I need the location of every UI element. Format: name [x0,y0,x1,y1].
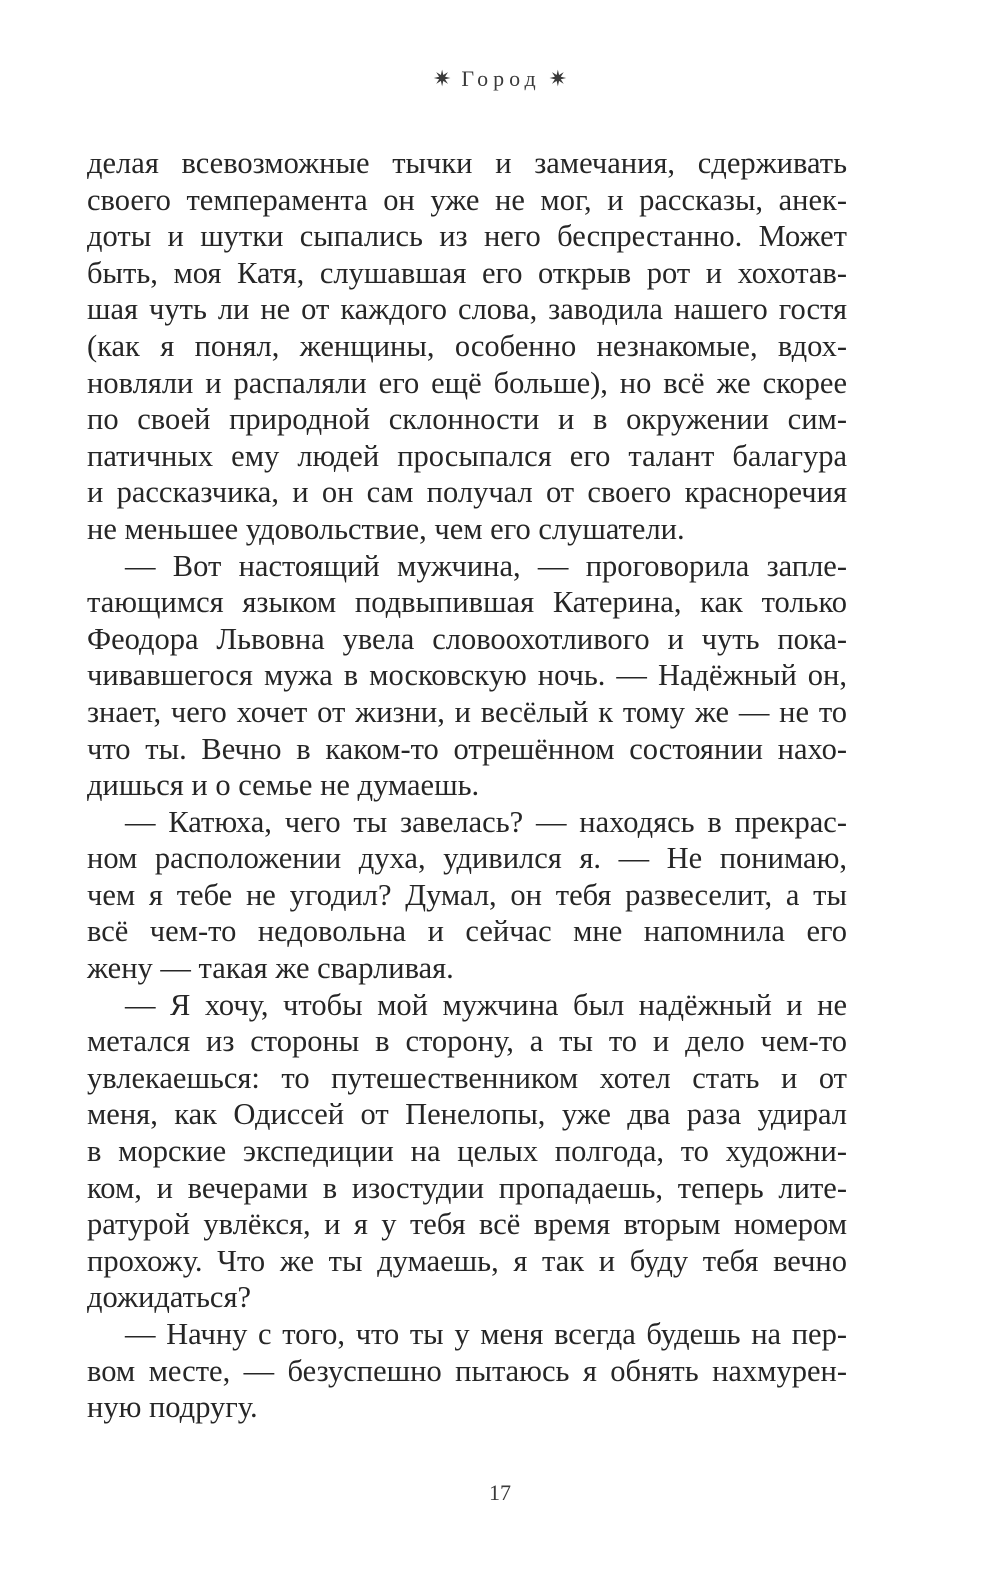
text-line: увлекаешься: то путешественником хотел стать и от [87,1060,847,1095]
text-line: по своей природной склонности и в окружении сим- [87,402,847,437]
text-line: дожидаться? [87,1280,252,1315]
text-line: (как я понял, женщины, особенно незнакомые, вдох- [87,328,847,363]
text-line: метался из стороны в сторону, а ты то и дело чем-то [87,1024,847,1059]
text-line: жену — такая же сварливая. [87,951,454,986]
page-number: 17 [489,1480,511,1505]
asterisk-ornament-icon: ✷ [432,66,452,91]
text-line: чивавшегося мужа в московскую ночь. — Надёжный он, [87,658,847,693]
text-line: — Вот настоящий мужчина, — проговорила запле- [125,548,847,583]
text-line: делая всевозможные тычки и замечания, сдерживать [87,146,847,180]
text-line: вом месте, — безуспешно пытаюсь я обнять нахмурен- [87,1353,847,1388]
text-line: своего темперамента он уже не мог, и рассказы, анек- [87,182,847,217]
body-text [87,145,847,1426]
text-line: и рассказчика, и он сам получал от своего красноречия [87,475,847,510]
asterisk-ornament-icon: ✷ [548,66,568,91]
text-line: меня, как Одиссей от Пенелопы, уже два раза удирал [87,1097,847,1132]
text-line: тающимся языком подвыпившая Катерина, как только [87,585,847,620]
text-line: патичных ему людей просыпался его талант балагура [87,438,847,473]
text-line: ную подругу. [87,1390,258,1425]
text-line: ком, и вечерами в изостудии пропадаешь, теперь лите- [87,1170,847,1205]
text-line: не меньшее удовольствие, чем его слушатели. [87,511,685,546]
text-line: чем я тебе не угодил? Думал, он тебя развеселит, а ты [87,877,847,912]
running-head [0,64,1000,94]
text-line: — Катюха, чего ты завелась? — находясь в прекрас- [125,804,847,839]
text-line: — Начну с того, что ты у меня всегда будешь на пер- [125,1317,847,1351]
text-line: доты и шутки сыпались из него беспрестанно. Может [87,219,847,254]
text-line: ратурой увлёкся, и я у тебя всё время вторым номером [87,1207,847,1242]
text-line: новляли и распаляли его ещё больше), но всё же скорее [87,365,847,400]
text-line: всё чем-то недовольна и сейчас мне напомнила его [87,914,847,949]
text-line: знает, чего хочет от жизни, и весёлый к тому же — не то [87,694,847,729]
text-line: в морские экспедиции на целых полгода, то художни- [87,1134,847,1169]
text-line: дишься и о семье не думаешь. [87,768,480,803]
text-line: ном расположении духа, удивился я. — Не понимаю, [87,841,847,876]
text-line: что ты. Вечно в каком-то отрешённом состоянии нахо- [87,731,847,766]
text-line: шая чуть ли не от каждого слова, заводила нашего гостя [87,292,847,327]
text-line: быть, моя Катя, слушавшая его открыв рот и хохотав- [87,255,847,290]
text-line: прохожу. Что же ты думаешь, я так и буду тебя вечно [87,1243,847,1278]
running-head-title: Город [461,66,541,91]
text-line: — Я хочу, чтобы мой мужчина был надёжный и не [125,987,847,1022]
text-line: Феодора Львовна увела словоохотливого и чуть пока- [87,621,847,656]
